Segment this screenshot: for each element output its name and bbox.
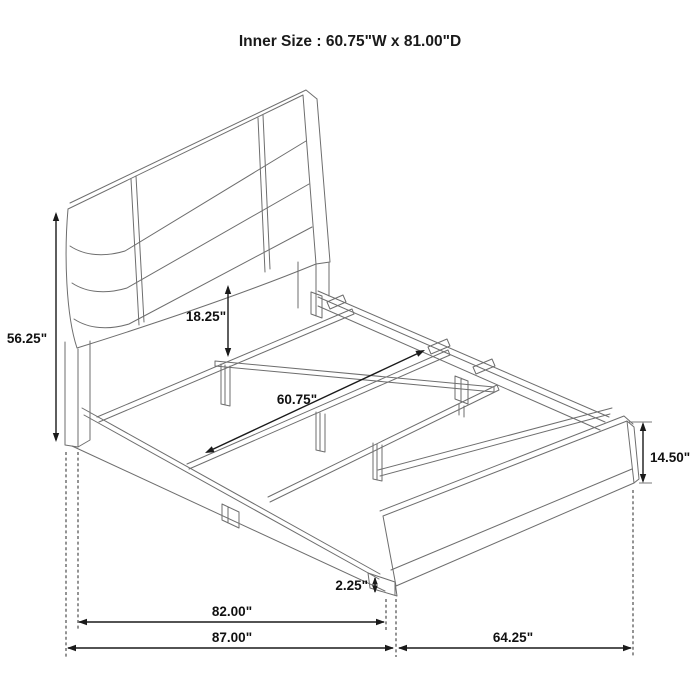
footboard [378,408,639,586]
dimension-footboard-height [640,422,690,483]
dimension-overall-depth [67,630,394,651]
arrowhead-down-icon [640,474,646,483]
right-rail-lip [318,297,605,422]
headboard-top-edge [70,90,317,203]
dimension-label-overall-depth: 87.00" [211,630,253,645]
dimension-label-base-height: 2.25" [335,578,368,593]
right-rail-top-edge [318,291,609,417]
left-rail-top-edge [82,408,380,574]
arrowhead-right-icon [385,645,394,651]
left-side-rail [72,408,397,596]
left-rail-lip [84,415,379,579]
headboard-rail-bracket [311,292,322,318]
support-leg-2 [316,412,325,452]
arrowhead-right-icon [623,645,632,651]
dimension-label-footboard-height: 14.50" [650,450,691,465]
left-rail-foot [222,504,239,528]
diagram-title: Inner Size : 60.75"W x 81.00"D [238,33,462,50]
dimension-label-headboard-height: 56.25" [6,331,48,346]
footboard-front-panel [383,421,639,586]
dimension-label-rail-length: 82.00" [211,604,253,619]
dimension-label-overall-width: 64.25" [492,630,534,645]
arrowhead-left-icon [398,645,407,651]
arrowhead-up-icon [53,212,59,221]
arrowhead-left-icon [205,446,215,453]
right-side-rail [318,291,609,430]
headboard-trim-strip-2 [258,115,270,272]
support-leg-3 [373,443,382,481]
dimension-headboard-height [7,212,59,442]
headboard-side-edge [316,99,330,264]
dimension-overall-width [398,630,632,651]
dimension-inner-width [205,350,425,453]
arrowhead-down-icon [53,433,59,442]
headboard-left-leg [65,341,90,447]
dimension-label-inner-width: 60.75" [276,392,318,407]
arrowhead-right-icon [376,619,385,625]
arrowhead-up-icon [225,285,231,294]
arrowhead-left-icon [67,645,76,651]
arrowhead-down-icon [225,348,231,357]
footboard-top-edge [380,416,633,511]
headboard-seam-1 [70,141,306,255]
arrowhead-right-icon [415,350,425,357]
arrowhead-up-icon [640,422,646,431]
dimension-headboard-clearance [186,285,231,357]
arrowhead-left-icon [78,619,87,625]
center-rail [215,361,494,392]
dimension-label-clearance: 18.25" [185,309,227,324]
bed-drawing [65,90,639,596]
dimension-rail-length [78,604,385,625]
footboard-end-edge [627,421,634,483]
headboard-seam-2 [72,184,309,292]
headboard-trim-strip-1 [131,176,144,325]
footboard-base-seam [391,469,632,570]
